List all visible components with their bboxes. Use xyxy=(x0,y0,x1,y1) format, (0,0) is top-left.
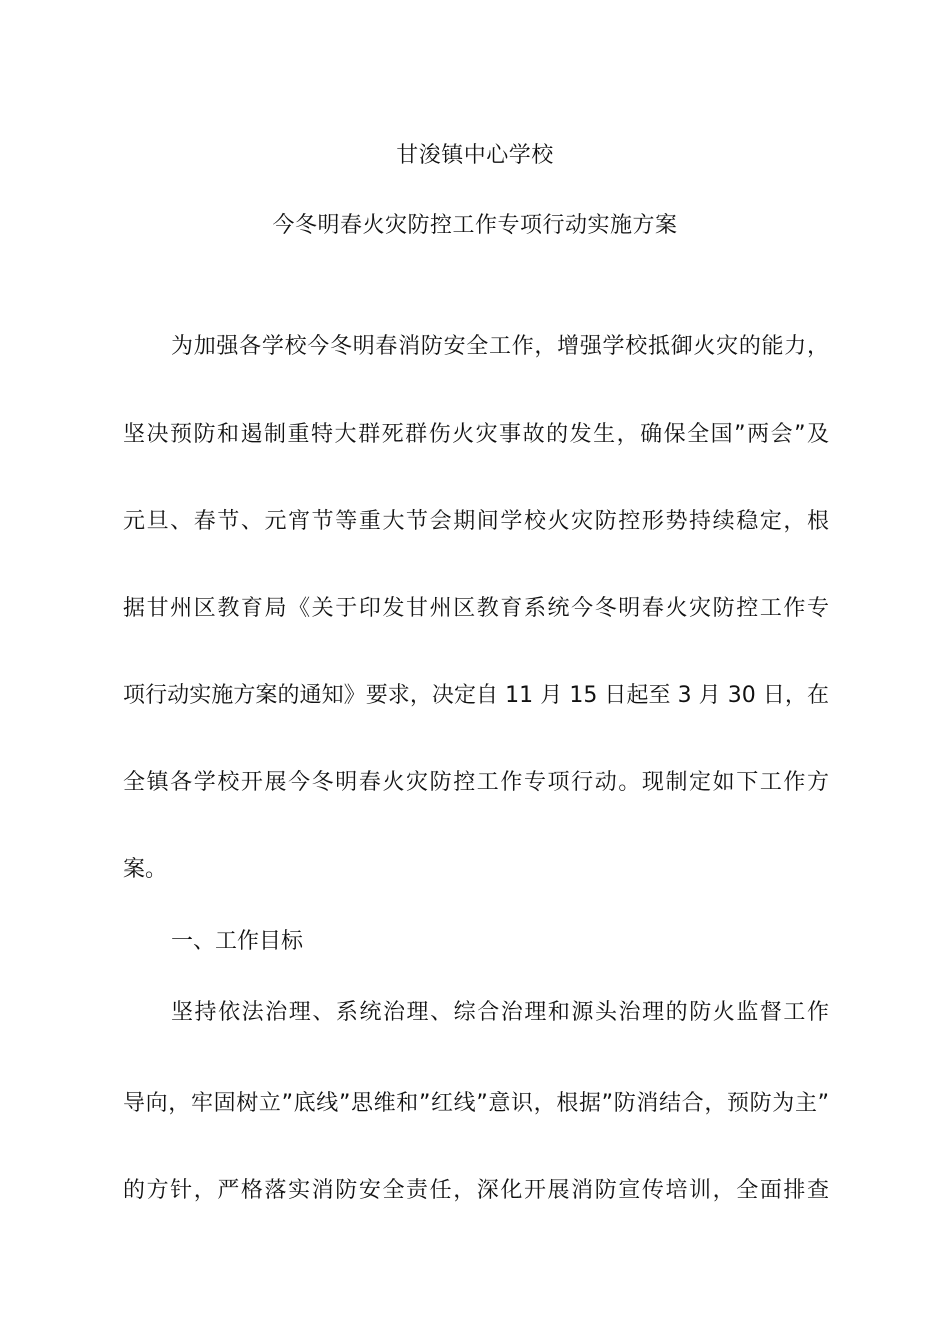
paragraph-1-line-6: 全镇各学校开展今冬明春火灾防控工作专项行动。现制定如下工作方 xyxy=(123,770,829,795)
paragraph-1-line-3: 元旦、春节、元宵节等重大节会期间学校火灾防控形势持续稳定，根 xyxy=(123,509,829,534)
paragraph-1-line-2: 坚决预防和遏制重特大群死群伤火灾事故的发生，确保全国”两会”及 xyxy=(123,422,829,447)
paragraph-1-line-7: 案。 xyxy=(123,857,168,882)
paragraph-1-line-5: 项行动实施方案的通知》要求，决定自 11 月 15 日起至 3 月 30 日，在 xyxy=(123,683,829,708)
section-1-heading: 一、工作目标 xyxy=(171,929,304,954)
paragraph-2-line-1: 坚持依法治理、系统治理、综合治理和源头治理的防火监督工作 xyxy=(171,1000,829,1025)
school-name-title: 甘浚镇中心学校 xyxy=(396,143,554,168)
document-title: 今冬明春火灾防控工作专项行动实施方案 xyxy=(272,213,678,238)
paragraph-1-line-1: 为加强各学校今冬明春消防安全工作，增强学校抵御火灾的能力， xyxy=(171,334,829,359)
paragraph-1-line-4: 据甘州区教育局《关于印发甘州区教育系统今冬明春火灾防控工作专 xyxy=(123,596,829,621)
paragraph-2-line-3: 的方针，严格落实消防安全责任，深化开展消防宣传培训，全面排查 xyxy=(123,1178,829,1203)
paragraph-2-line-2: 导向，牢固树立”底线”思维和”红线”意识，根据”防消结合，预防为主” xyxy=(123,1091,829,1116)
